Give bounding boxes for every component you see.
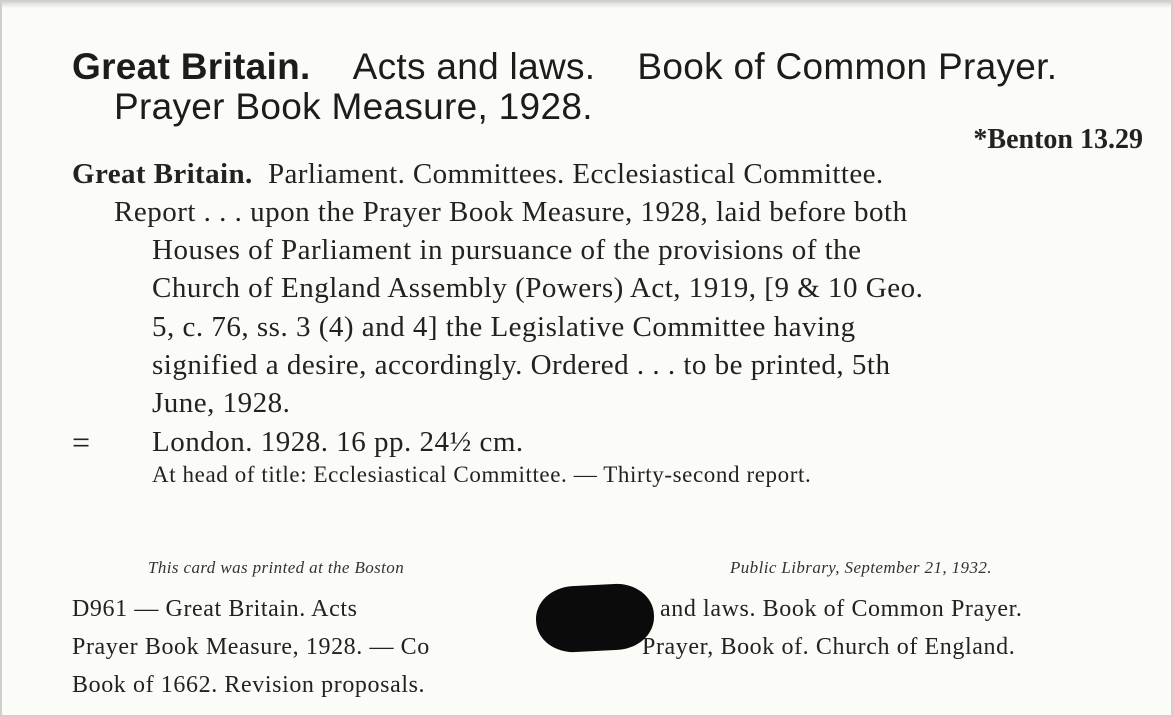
footer-left: This card was printed at the Boston: [148, 558, 405, 577]
body-line-6: June, 1928.: [152, 387, 291, 419]
body-line-3: Church of England Assembly (Powers) Act, 1919, [9 & 10 Geo.: [152, 272, 924, 304]
title-note: At head of title: Ecclesiastical Committee. — Thirty-second report.: [152, 462, 812, 487]
body-line-1: Report . . . upon the Prayer Book Measure, 1928, laid before both: [114, 196, 908, 228]
body-line-4: 5, c. 76, ss. 3 (4) and 4] the Legislative Committee having: [152, 311, 856, 343]
heading-part2: Acts and laws.: [352, 46, 596, 87]
body-line-5: signified a desire, accordingly. Ordered . . . to be printed, 5th: [152, 349, 891, 381]
heading-line2: Prayer Book Measure, 1928.: [114, 86, 593, 127]
tracing-line3: Book of 1662. Revision proposals.: [72, 672, 426, 698]
footer-right: Public Library, September 21, 1932.: [730, 558, 992, 577]
main-entry-bold: Great Britain.: [72, 158, 253, 190]
main-entry-rest: Parliament. Committees. Ecclesiastical Committee.: [267, 158, 884, 190]
card-top-edge: [2, 2, 1171, 8]
heading-part3: Book of Common Prayer.: [637, 46, 1058, 87]
body-line-2: Houses of Parliament in pursuance of the provisions of the: [152, 234, 862, 266]
imprint: London. 1928. 16 pp. 24½ cm.: [152, 426, 524, 458]
added-entry-heading: [72, 46, 1057, 88]
tracing-line2-right: Prayer, Book of. Church of England.: [642, 634, 1016, 660]
tracing-line2-left: Prayer Book Measure, 1928. — Co: [72, 634, 430, 660]
heading-bold: Great Britain.: [72, 46, 311, 87]
tracing-line1-left: D961 — Great Britain. Acts: [72, 596, 358, 622]
tracing-line1-right: and laws. Book of Common Prayer.: [660, 596, 1023, 622]
redaction-mark: [534, 582, 655, 654]
call-number: *Benton 13.29: [973, 124, 1143, 155]
equals-mark: =: [72, 424, 91, 460]
main-entry: [72, 158, 884, 191]
